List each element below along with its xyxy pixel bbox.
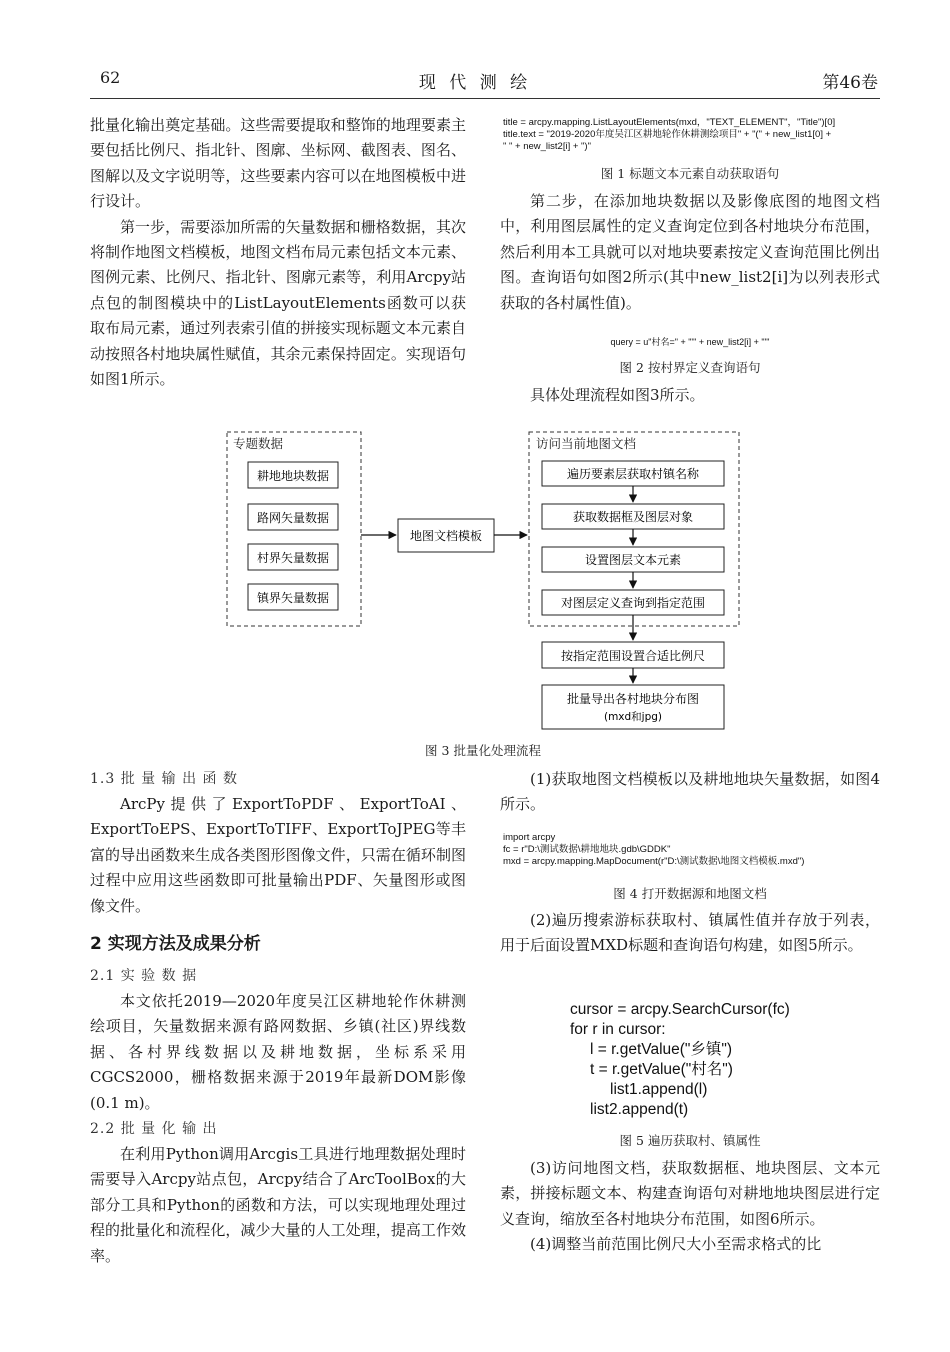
section-heading-2: 2 实现方法及成果分析 (90, 934, 261, 955)
code-line: fc = r"D:\测试数据\耕地地块.gdb\GDDK" (503, 844, 671, 855)
right-item-label: 获取数据框及图层对象 (572, 510, 694, 524)
code-line: " " + new_list2[i] + ")" (503, 141, 591, 152)
paragraph: 本文依托2019—2020年度吴江区耕地轮作休耕测绘项目，矢量数据来源有路网数据、乡镇(社区)界线数据、各村界线数据以及耕地数据，坐标系采用CGCS2000，栅格数据来源于2019年最新DOM影像(0.1 m)。 (90, 992, 466, 1112)
right-column-bottom-2 (500, 908, 880, 959)
code-line: for r in cursor: (570, 1021, 666, 1038)
paragraph: 批量化输出奠定基础。这些需要提取和整饰的地理要素主要包括比例尺、指北针、图廓、坐标网、截图表、图名、图解以及文字说明等，这些要素内容可以在地图模板中进行设计。 (90, 116, 466, 211)
paragraph: 具体处理流程如图3所示。 (530, 386, 705, 404)
right-column-bottom-1 (500, 767, 880, 818)
section-heading: 2.2 批 量 化 输 出 (90, 1121, 218, 1138)
paragraph: (4)调整当前范围比例尺大小至需求格式的比 (530, 1235, 822, 1254)
right-group-label: 访问当前地图文档 (536, 436, 637, 451)
left-item-label: 镇界矢量数据 (256, 591, 330, 605)
figure-2-caption: 图 2 按村界定义查询语句 (619, 360, 761, 375)
paragraph: 在利用Python调用Arcgis工具进行地理数据处理时需要导入Arcpy站点包，Arcpy结合了ArcToolBox的大部分工具和Python的函数和方法，可以实现地理处理过程的批量化和流程化，减少大量的人工处理，提高工作效率。 (90, 1145, 466, 1265)
code-figure-5 (570, 1000, 870, 1120)
code-line: list1.append(l) (610, 1081, 708, 1098)
code-line: t = r.getValue("村名") (590, 1061, 733, 1078)
code-figure-4 (503, 832, 883, 868)
final-box-label: 批量导出各村地块分布图 (566, 692, 700, 706)
code-figure-2: query = u"村名=" + "'" + new_list2[i] + "'" (610, 337, 770, 347)
journal-title: 现 代 测 绘 (418, 73, 532, 93)
paragraph: ArcPy提供了ExportToPDF、ExportToAI、ExportToEPS、ExportToTIFF、ExportToJPEG等丰富的导出函数来生成各类图形图像文件，只需在循环制图过程中应用这些函数即可批量输出PDF、矢量图形或图像文件。 (90, 795, 466, 915)
after-item-label: 按指定范围设置合适比例尺 (560, 649, 706, 663)
code-line: mxd = arcpy.mapping.MapDocument(r"D:\测试数据\地图文档模板.mxd") (503, 856, 805, 867)
code-line: list2.append(t) (590, 1101, 689, 1118)
figure-5-caption: 图 5 遍历获取村、镇属性 (619, 1133, 761, 1148)
center-box-label: 地图文档模板 (409, 529, 483, 543)
code-line: l = r.getValue("乡镇") (590, 1041, 733, 1058)
code-line: title.text = "2019-2020年度吴江区耕地轮作休耕测绘项目" + "(" + new_list1[0] + (503, 129, 832, 140)
paragraph: 第一步，需要添加所需的矢量数据和栅格数据，其次将制作地图文档模板，地图文档布局元素包括文本元素、图例元素、比例尺、指北针、图廓元素等，利用Arcpy站点包的制图模块中的ListLayoutElements函数可以获取布局元素，通过列表索引值的拼接实现标题文本元素自动按照各村地块属性赋值，其余元素保持固定。实现语句如图1所示。 (90, 217, 466, 389)
section-heading: 2.1 实 验 数 据 (90, 968, 198, 985)
code-line: cursor = arcpy.SearchCursor(fc) (570, 1001, 790, 1018)
left-column-bottom (90, 766, 466, 1269)
left-group-label: 专题数据 (233, 436, 284, 451)
left-item-label: 村界矢量数据 (256, 551, 330, 565)
paragraph: (2)遍历搜索游标获取村、镇属性值并存放于列表，用于后面设置MXD标题和查询语句构建，如图5所示。 (500, 911, 880, 955)
final-box-sublabel: (mxd和jpg) (603, 711, 663, 723)
right-item-label: 对图层定义查询到指定范围 (560, 596, 706, 610)
paragraph: 第二步，在添加地块数据以及影像底图的地图文档中，利用图层属性的定义查询定位到各村地块分布范围，然后利用本工具就可以对地块要素按定义查询范围比例出图。查询语句如图2所示(其中new_list2[i]为以列表形式获取的各村属性值)。 (500, 192, 880, 312)
figure-3-caption: 图 3 批量化处理流程 (425, 743, 541, 758)
figure-4-caption: 图 4 打开数据源和地图文档 (613, 886, 767, 901)
code-line: import arcpy (503, 832, 556, 843)
volume-label: 第46卷 (822, 73, 878, 93)
paragraph: (3)访问地图文档，获取数据框、地块图层、文本元素，拼接标题文本、构建查询语句对耕地地块图层进行定义查询，缩放至各村地块分布范围，如图6所示。 (500, 1159, 880, 1228)
page-number: 62 (100, 68, 121, 87)
right-item-label: 设置图层文本元素 (584, 553, 682, 567)
section-heading: 1.3 批 量 输 出 函 数 (90, 771, 238, 787)
left-item-label: 路网矢量数据 (256, 511, 330, 525)
right-item-label: 遍历要素层获取村镇名称 (566, 467, 700, 481)
figure-1-caption: 图 1 标题文本元素自动获取语句 (600, 166, 780, 181)
right-column-bottom-3 (500, 1156, 880, 1258)
code-line: title = arcpy.mapping.ListLayoutElements(mxd，"TEXT_ELEMENT"，"Title")[0] (503, 117, 836, 128)
paragraph: (1)获取地图文档模板以及耕地地块矢量数据，如图4所示。 (500, 770, 880, 814)
left-item-label: 耕地地块数据 (256, 469, 330, 483)
